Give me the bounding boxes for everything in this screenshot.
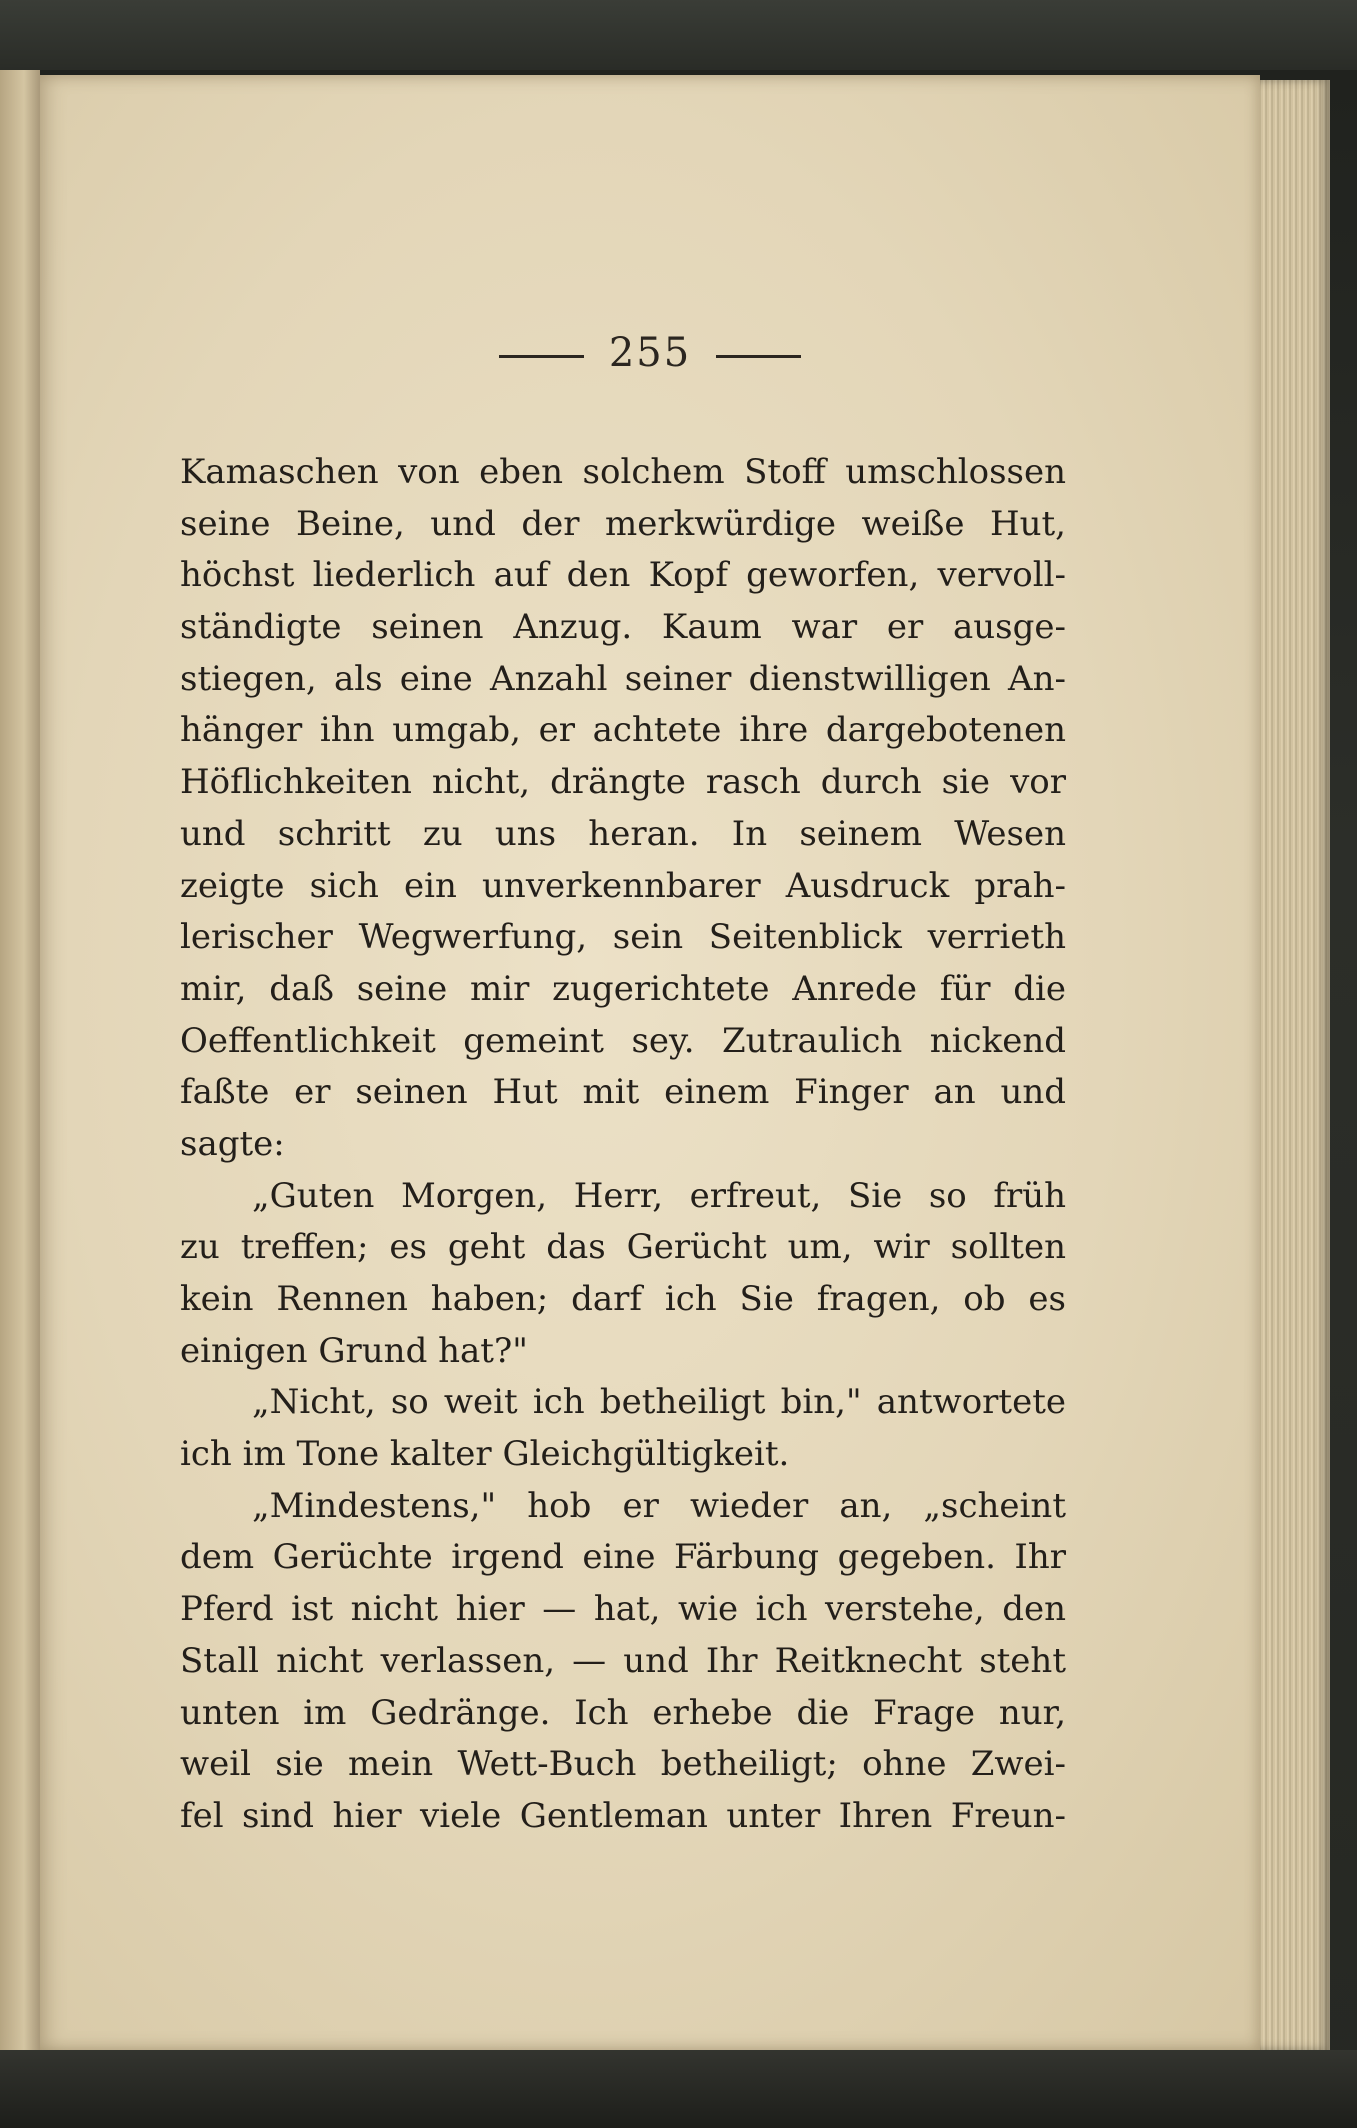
body-text bbox=[180, 447, 1066, 1843]
text-line: Kamaschen von eben solchem Stoff umschlossen bbox=[180, 452, 1066, 492]
text-line: lerischer Wegwerfung, sein Seitenblick verrieth bbox=[180, 917, 1066, 958]
text-line: „Nicht, so weit ich betheiligt bin," antwortete bbox=[252, 1382, 1066, 1423]
page-stack-edges bbox=[1250, 80, 1330, 2050]
text-line: unten im Gedränge. Ich erhebe die Frage nur, bbox=[180, 1692, 1066, 1733]
left-page-edge bbox=[0, 70, 40, 2055]
text-line: dem Gerüchte irgend eine Färbung gegeben. Ihr bbox=[180, 1537, 1066, 1578]
text-line: ständigte seinen Anzug. Kaum war er ausge- bbox=[180, 607, 1066, 648]
text-line: einigen Grund hat?" bbox=[180, 1330, 528, 1371]
header-rule-left bbox=[499, 355, 584, 358]
text-line: weil sie mein Wett-Buch betheiligt; ohne Zwei- bbox=[180, 1744, 1066, 1785]
text-line: hänger ihn umgab, er achtete ihre dargebotenen bbox=[180, 710, 1066, 751]
page-header bbox=[40, 330, 1260, 376]
book-cover-bottom bbox=[0, 2050, 1357, 2128]
header-rule-right bbox=[716, 355, 801, 358]
text-line: Stall nicht verlassen, — und Ihr Reitknecht steht bbox=[180, 1640, 1066, 1681]
book-page bbox=[40, 75, 1260, 2050]
text-line: zu treffen; es geht das Gerücht um, wir sollten bbox=[180, 1227, 1066, 1268]
text-line: und schritt zu uns heran. In seinem Wesen bbox=[180, 813, 1066, 854]
text-line: Oeffentlichkeit gemeint sey. Zutraulich nickend bbox=[180, 1020, 1066, 1061]
text-line: stiegen, als eine Anzahl seiner dienstwilligen An- bbox=[180, 658, 1066, 699]
text-line: höchst liederlich auf den Kopf geworfen, vervoll- bbox=[180, 555, 1066, 596]
text-line: ich im Tone kalter Gleichgültigkeit. bbox=[180, 1434, 790, 1475]
page-number: 255 bbox=[608, 330, 692, 376]
text-line: kein Rennen haben; darf ich Sie fragen, ob es bbox=[180, 1279, 1066, 1319]
text-line: mir, daß seine mir zugerichtete Anrede für die bbox=[180, 968, 1066, 1009]
text-line: Höflichkeiten nicht, drängte rasch durch sie vor bbox=[180, 762, 1066, 803]
book-cover-top bbox=[0, 0, 1357, 70]
text-line: Pferd ist nicht hier — hat, wie ich verstehe, den bbox=[180, 1589, 1066, 1630]
text-line: fel sind hier viele Gentleman unter Ihren Freun- bbox=[180, 1795, 1066, 1836]
text-line: „Mindestens," hob er wieder an, „scheint bbox=[252, 1485, 1066, 1526]
text-line: „Guten Morgen, Herr, erfreut, Sie so früh bbox=[252, 1175, 1066, 1216]
text-line: sagte: bbox=[180, 1123, 285, 1164]
text-line: seine Beine, und der merkwürdige weiße Hut, bbox=[180, 503, 1066, 544]
text-line: faßte er seinen Hut mit einem Finger an und bbox=[180, 1072, 1066, 1113]
text-line: zeigte sich ein unverkennbarer Ausdruck prah- bbox=[180, 865, 1066, 906]
